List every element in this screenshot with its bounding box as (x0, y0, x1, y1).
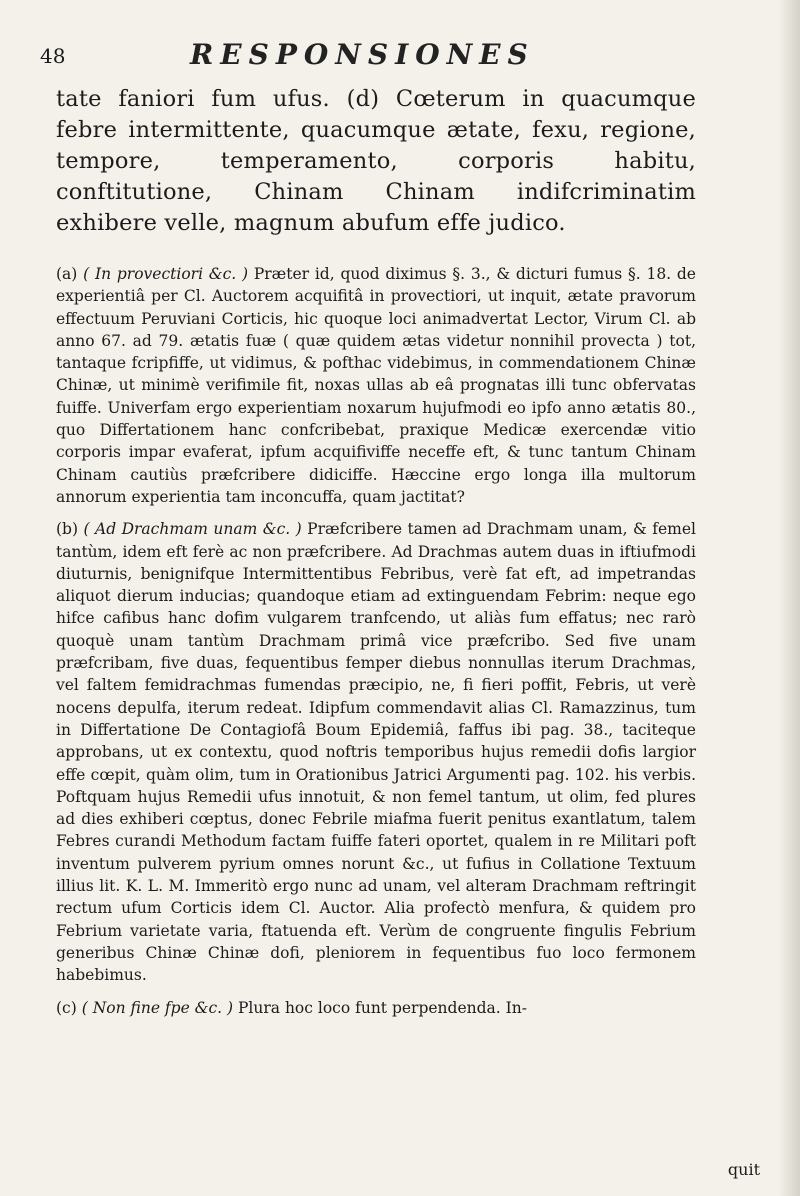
note-b-head: ( Ad Drachmam unam &c. ) (83, 520, 302, 539)
note-a-marker: (a) (56, 265, 78, 283)
note-a-text: Præter id, quod diximus §. 3., & dicturi fumus §. 18. de experientiâ per Cl. Auctorem acquifitâ in provectiori, ut inquit, ætate pravorum effectuum Peruviani Corticis, hic quoque loci animadvertat Lector, Virum Cl. ab anno 67. ad 79. ætatis fuæ ( quæ quidem ætas videtur nonnihil provecta ) tot, tantaque fcripfiffe, ut vidimus, & pofthac videbimus, in commendationem Chinæ Chinæ, ut minimè verifimile fit, noxas ullas ab eâ prognatas illi tunc obfervatas fuiffe. Univerfam ergo experientiam noxarum hujufmodi eo ipfo anno ætatis 80., quo Differtationem hanc confcribebat, praxique Medicæ exercendæ vitio corporis impar evaferat, ipfum acquifiviffe neceffe eft, & tunc tantum Chinam Chinam cautiùs præfcribere didiciffe. Hæccine ergo longa illa multorum annorum experientia tam inconcuffa, quam jactitat? (56, 265, 696, 506)
note-c-marker: (c) (56, 998, 77, 1017)
page-edge-shadow (778, 0, 800, 1196)
body-text (56, 84, 696, 1019)
main-paragraph: tate faniori fum ufus. (d) Cœterum in quacumque febre intermittente, quacumque ætate, fexu, regione, tempore, temperamento, corporis habitu, conftitutione, Chinam Chinam indifcriminatim exhibere velle, magnum abufum effe judico. (56, 86, 696, 236)
note-a-head: ( In provectiori &c. ) (83, 265, 249, 283)
note-c-text: Plura hoc loco funt perpendenda. In- (238, 998, 527, 1017)
catchword: quit (727, 1160, 760, 1179)
note-b-text: Præfcribere tamen ad Drachmam unam, & femel tantùm, idem eft ferè ac non præfcribere. Ad Drachmas autem duas in iftiufmodi diuturnis, benignifque Intermittentibus Febribus, verè fat eft, ad impetrandas aliquot dierum inducias; quandoque etiam ad extinguendam Febrim: neque ego hifce cafibus hanc dofim vulgarem tranfcendo, ut aliàs fum effatus; nec rarò quoquè unam tantùm Drachmam primâ vice præfcribo. Sed five unam præfcribam, five duas, fequentibus femper diebus nonnullas iterum Drachmas, vel faltem femidrachmas fumendas præcipio, ne, fi fieri poffit, Febris, ut verè nocens depulfa, iterum redeat. Idipfum commendavit alias Cl. Ramazzinus, tum in Differtatione De Contagiofâ Boum Epidemiâ, faffus ibi pag. 38., taciteque approbans, ut ex contextu, quod noftris temporibus hujus remedii dofis largior effe cœpit, quàm olim, tum in Orationibus Jatrici Argumenti pag. 102. his verbis. Poftquam hujus Remedii ufus innotuit, & non femel tantum, ut olim, fed plures ad dies exhiberi cœptus, donec Febrile miafma fuerit penitus exantlatum, talem Febres curandi Methodum factam fuiffe fateri oportet, qualem in re Militari poft inventum pulverem pyrium omnes norunt &c., ut fufius in Collatione Textuum illius lit. K. L. M. Immeritò ergo nunc ad unam, vel alteram Drachmam reftringit rectum ufum Corticis idem Cl. Auctor. Alia profectò menfura, & quidem pro Febrium varietate varia, ftatuenda eft. Verùm de congruente fingulis Febrium generibus Chinæ Chinæ dofi, pleniorem in fequentibus fuo loco fermonem habebimus. (56, 520, 696, 985)
note-c-head: ( Non fine fpe &c. ) (81, 998, 234, 1017)
note-a (56, 263, 696, 508)
running-head: RESPONSIONES (190, 38, 535, 71)
page-header (40, 38, 760, 78)
page-number: 48 (40, 44, 66, 68)
note-b (56, 518, 696, 986)
note-c (56, 997, 696, 1019)
note-b-marker: (b) (56, 520, 79, 539)
